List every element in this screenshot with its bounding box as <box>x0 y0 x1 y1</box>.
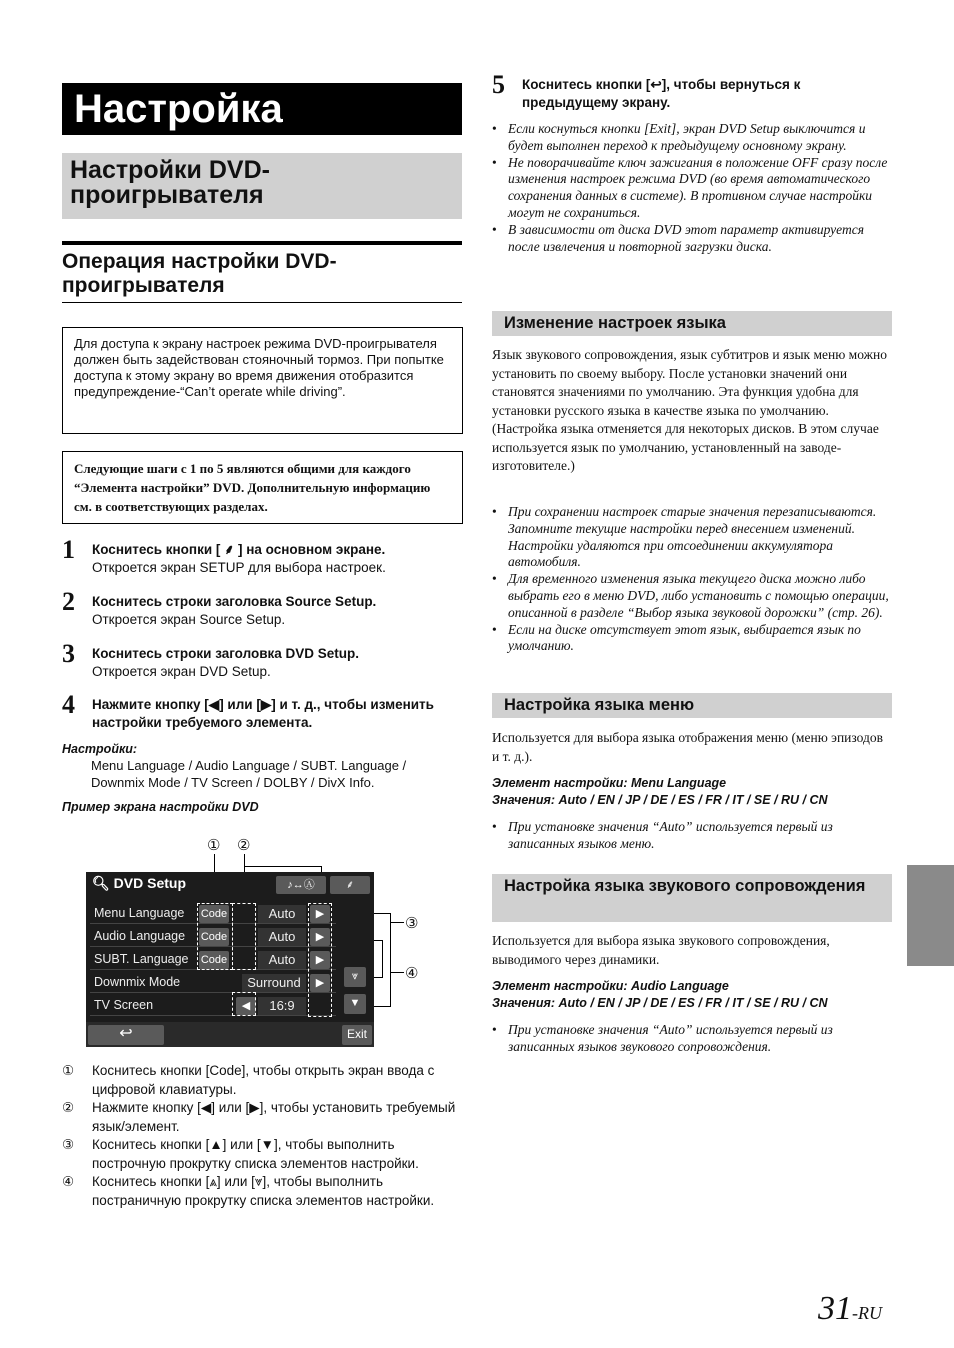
code-button[interactable]: Code <box>199 905 229 923</box>
callout-1: ① <box>207 837 221 854</box>
page-down-button[interactable]: ⩔ <box>344 967 366 987</box>
note: • Для временного изменения языка текущего диска можно либо выбрать его в меню DVD, либо установить с помощью операции, описанной в разделе “Выбор языка звуковой дорожки” (стр. 26). <box>492 571 892 621</box>
page-title: Настройка <box>62 83 462 135</box>
audio-section-text: Используется для выбора языка звукового сопровождения, выводимого через динамики. <box>492 933 830 967</box>
step-2 <box>62 587 462 629</box>
step-1 <box>62 535 462 577</box>
common-note-box <box>62 451 463 524</box>
step-instruction: Коснитесь строки заголовка DVD Setup. <box>92 646 360 661</box>
section-heading: Операция настройки DVD-проигрывателя <box>62 241 462 303</box>
notice-box <box>62 327 463 434</box>
back-button[interactable]: ↩ <box>88 1025 164 1045</box>
step-number: 4 <box>62 690 75 719</box>
lang-section-text: Язык звукового сопровождения, язык субтитров и язык меню можно установить по своему выбору. После установки значений они становятся значениями по умолчанию. Эта функция удобна для установки русского языка в качестве языка по умолчанию. (Настройка языка отменяется для некоторых дисков. В этом случае используется язык по умолчанию, установленный на заводе-изготовителе.) <box>492 347 887 473</box>
setting-value: Auto <box>258 928 306 946</box>
search-icon: 🔍︎ <box>92 875 110 891</box>
step-instruction: Нажмите кнопку [◀] или [▶] и т. д., чтобы изменить настройки требуемого элемента. <box>92 697 434 730</box>
legend-item: ② Нажмите кнопку [◀] или [▶], чтобы установить требуемый язык/элемент. <box>62 1100 456 1134</box>
note: • В зависимости от диска DVD этот параметр активируется после извлечения и повторной загрузки диска. <box>492 222 892 256</box>
menu-section-text: Используется для выбора языка отображения меню (меню эпизодов и т. д.). <box>492 730 884 764</box>
code-button[interactable]: Code <box>199 928 229 946</box>
audio-values: Значения: Auto / EN / JP / DE / ES / FR / IT / SE / RU / CN <box>492 996 828 1010</box>
callout-3: ③ <box>405 915 419 932</box>
right-arrow-button[interactable]: ▶ <box>310 928 330 946</box>
settings-list: Menu Language / Audio Language / SUBT. Language / Downmix Mode / TV Screen / DOLBY / DivX Info. <box>91 758 407 790</box>
notice-text: Для доступа к экрану настроек режима DVD-проигрывателя должен быть задействован стояночный тормоз. При попытке доступа к этому экрану во время движения отобразится предупреждение-“Can’t operate while driving”. <box>74 336 444 399</box>
step-number: 1 <box>62 535 75 564</box>
code-button[interactable]: Code <box>199 951 229 969</box>
setting-value: 16:9 <box>258 997 306 1015</box>
setting-row-downmix-mode[interactable]: Downmix Mode <box>90 971 336 993</box>
menu-values: Значения: Auto / EN / JP / DE / ES / FR / IT / SE / RU / CN <box>492 793 828 807</box>
chapter-subtitle: Настройки DVD-проигрывателя <box>62 153 462 219</box>
dvd-setup-screen <box>86 872 374 1047</box>
lang-section-heading: Изменение настроек языка <box>492 311 892 336</box>
setting-value: Auto <box>258 951 306 969</box>
right-arrow-button[interactable]: ▶ <box>310 951 330 969</box>
right-arrow-button[interactable]: ▶ <box>310 905 330 923</box>
source-toggle-button[interactable]: ♪↔Ⓐ <box>276 876 326 894</box>
step-number: 2 <box>62 587 75 616</box>
setting-value: Surround <box>242 974 306 992</box>
callout-2: ② <box>237 837 251 854</box>
note: • Если коснуться кнопки [Exit], экран DVD Setup выключится и будет выполнен переход к предыдущему основному экрану. <box>492 121 892 155</box>
step-instruction: Коснитесь строки заголовка Source Setup. <box>92 594 377 609</box>
scroll-down-button[interactable]: ▼ <box>344 994 366 1014</box>
exit-button[interactable]: Exit <box>342 1025 372 1045</box>
step-4 <box>62 690 462 732</box>
step-instruction: Коснитесь кнопки [ ⸙ ] на основном экране. <box>92 542 386 557</box>
step-number: 5 <box>492 70 505 99</box>
step5-notes <box>492 121 892 255</box>
step-result: Откроется экран SETUP для выбора настроек. <box>92 560 386 575</box>
setting-value: Auto <box>258 905 306 923</box>
wrench-icon[interactable]: ⸙ <box>330 876 370 894</box>
settings-label: Настройки: <box>62 742 138 756</box>
callout-4: ④ <box>405 965 419 982</box>
chapter-tab <box>907 865 954 966</box>
menu-note: • При установке значения “Auto” используется первый из записанных языков меню. <box>492 819 892 853</box>
note: • Не поворачивайте ключ зажигания в положение OFF сразу после изменения настроек режима DVD (во время автоматического сохранения данных в системе). В противном случае настройки могут не сохраниться. <box>492 155 892 222</box>
note: • При сохранении настроек старые значения перезаписываются. Запомните текущие настройки перед внесением изменений. Настройки удаляются при отсоединении аккумулятора автомобиля. <box>492 504 892 571</box>
step-result: Откроется экран DVD Setup. <box>92 664 271 679</box>
screen-title: 🔍︎ DVD Setup <box>92 875 187 891</box>
menu-item-label: Элемент настройки: Menu Language <box>492 776 727 790</box>
setting-row-menu-language[interactable]: Menu Language <box>90 902 336 924</box>
audio-note: • При установке значения “Auto” используется первый из записанных языков звукового сопровождения. <box>492 1022 892 1056</box>
callout-legend <box>62 1062 462 1210</box>
audio-section-heading: Настройка языка звукового сопровождения <box>492 874 892 922</box>
example-label: Пример экрана настройки DVD <box>62 800 259 814</box>
setting-row-tv-screen[interactable]: TV Screen <box>90 994 336 1016</box>
setting-row-subt-language[interactable]: SUBT. Language <box>90 948 336 970</box>
right-arrow-button[interactable]: ▶ <box>310 974 330 992</box>
setting-row-audio-language[interactable]: Audio Language <box>90 925 336 947</box>
page-number: 31-RU <box>818 1290 882 1327</box>
note: • Если на диске отсутствует этот язык, выбирается язык по умолчанию. <box>492 622 892 656</box>
legend-item: ③ Коснитесь кнопки [▲] или [▼], чтобы выполнить построчную прокрутку списка элементов настройки. <box>62 1137 419 1171</box>
legend-item: ④ Коснитесь кнопки [⩓] или [⩔], чтобы выполнить постраничную прокрутку списка элементов настройки. <box>62 1174 435 1208</box>
audio-item-label: Элемент настройки: Audio Language <box>492 979 729 993</box>
step-3 <box>62 639 462 681</box>
left-arrow-button[interactable]: ◀ <box>236 997 256 1015</box>
step-5 <box>492 70 862 112</box>
step-number: 3 <box>62 639 75 668</box>
common-note-text: Следующие шаги с 1 по 5 являются общими для каждого “Элемента настройки” DVD. Дополнительную информацию см. в соответствующих разделах. <box>74 461 431 514</box>
menu-section-heading: Настройка языка меню <box>492 693 892 718</box>
step-result: Откроется экран Source Setup. <box>92 612 286 627</box>
step-instruction: Коснитесь кнопки [↩], чтобы вернуться к предыдущему экрану. <box>522 77 801 110</box>
lang-notes <box>492 504 892 655</box>
legend-item: ① Коснитесь кнопки [Code], чтобы открыть экран ввода с цифровой клавиатуры. <box>62 1063 435 1097</box>
